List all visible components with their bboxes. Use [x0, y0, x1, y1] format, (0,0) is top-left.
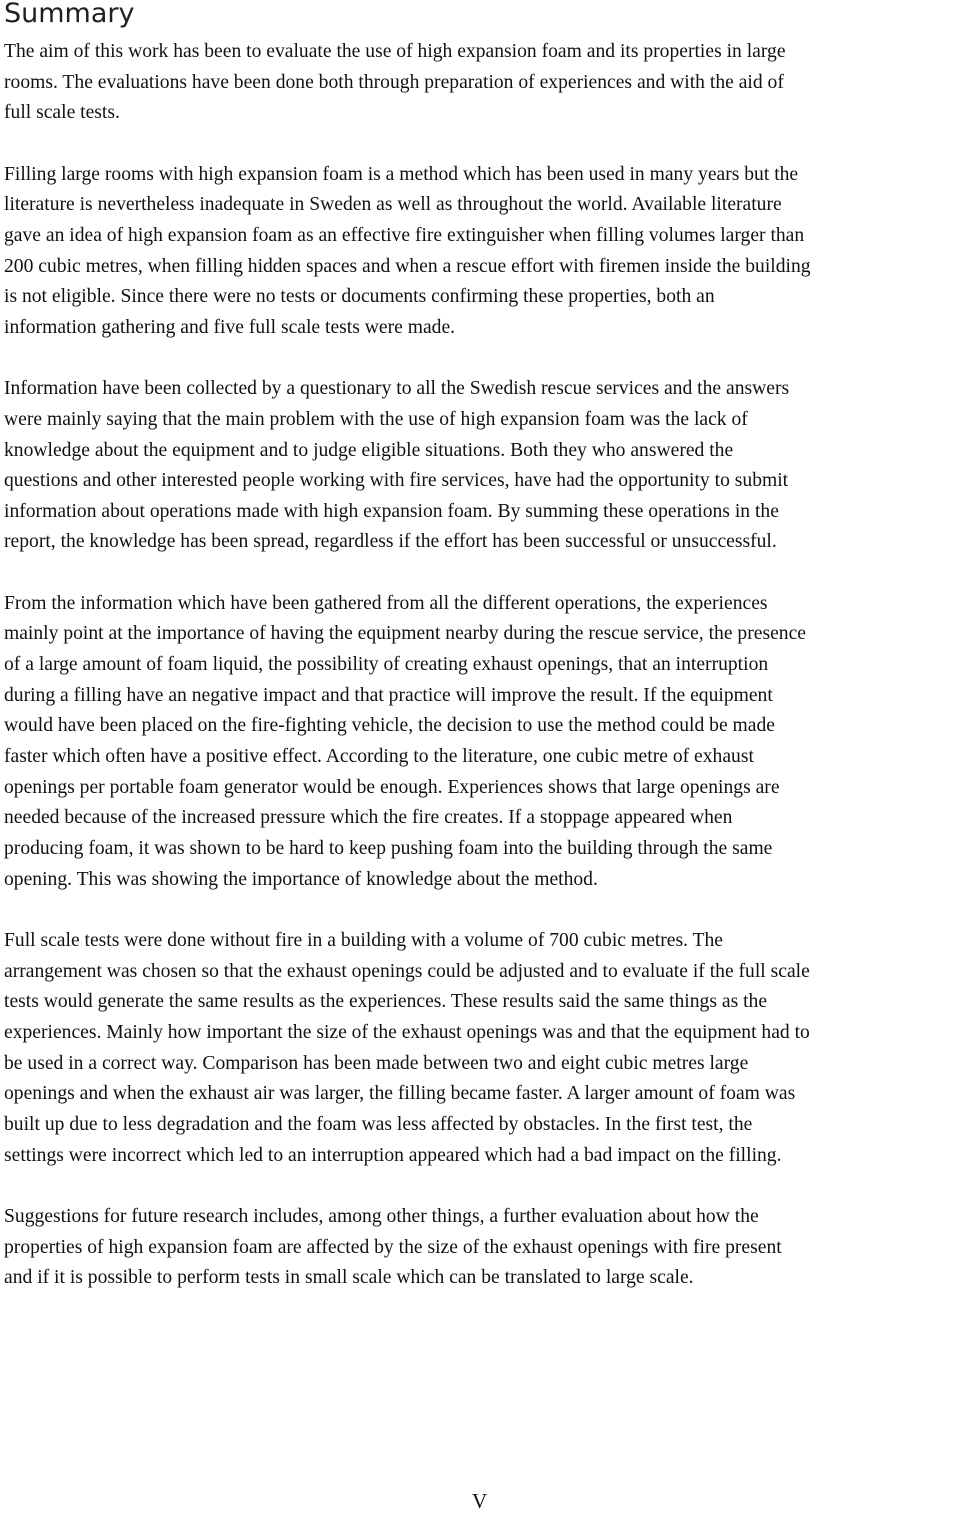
- text-line: information gathering and five full scale tests were made.: [4, 316, 456, 338]
- text-line: From the information which have been gathered from all the different operations, the experiences: [4, 592, 768, 614]
- text-line: settings were incorrect which led to an interruption appeared which had a bad impact on the filling.: [4, 1144, 782, 1166]
- text-line: needed because of the increased pressure which the fire creates. If a stoppage appeared when: [4, 807, 733, 829]
- text-line: tests would generate the same results as the experiences. These results said the same things as the: [4, 991, 768, 1013]
- text-line: built up due to less degradation and the foam was less affected by obstacles. In the first test, the: [4, 1113, 753, 1135]
- text-line: properties of high expansion foam are affected by the size of the exhaust openings with fire present: [4, 1236, 782, 1258]
- text-line: arrangement was chosen so that the exhaust openings could be adjusted and to evaluate if the full scale: [4, 960, 810, 982]
- text-line: mainly point at the importance of having the equipment nearby during the rescue service, the presence: [4, 623, 806, 645]
- text-line: of a large amount of foam liquid, the possibility of creating exhaust openings, that an interruption: [4, 654, 769, 676]
- summary-paragraph: [4, 1202, 960, 1294]
- page-number: V: [472, 1489, 488, 1513]
- summary-paragraph: [4, 160, 960, 344]
- text-line: and if it is possible to perform tests in small scale which can be translated to large scale.: [4, 1267, 694, 1289]
- text-line: producing foam, it was shown to be hard to keep pushing foam into the building through the same: [4, 838, 773, 860]
- summary-paragraph: [4, 589, 960, 896]
- summary-paragraph: [4, 374, 960, 558]
- text-line: openings per portable foam generator would be enough. Experiences shows that large openings are: [4, 776, 780, 798]
- text-line: be used in a correct way. Comparison has been made between two and eight cubic metres large: [4, 1052, 749, 1074]
- text-line: openings and when the exhaust air was larger, the filling became faster. A larger amount of foam was: [4, 1083, 796, 1105]
- text-line: questions and other interested people working with fire services, have had the opportunity to submit: [4, 470, 789, 492]
- text-line: rooms. The evaluations have been done both through preparation of experiences and with the aid of: [4, 71, 784, 93]
- summary-body: [4, 37, 960, 1324]
- summary-paragraph: [4, 926, 960, 1171]
- text-line: knowledge about the equipment and to judge eligible situations. Both they who answered the: [4, 439, 734, 461]
- text-line: information about operations made with high expansion foam. By summing these operations in the: [4, 500, 779, 522]
- text-line: Filling large rooms with high expansion foam is a method which has been used in many years but the: [4, 163, 799, 185]
- text-line: literature is nevertheless inadequate in Sweden as well as throughout the world. Available literature: [4, 194, 782, 216]
- summary-paragraph: [4, 37, 960, 129]
- text-line: faster which often have a positive effect. According to the literature, one cubic metre of exhaust: [4, 746, 754, 768]
- text-line: The aim of this work has been to evaluate the use of high expansion foam and its properties in large: [4, 41, 786, 62]
- text-line: Suggestions for future research includes, among other things, a further evaluation about how the: [4, 1205, 759, 1227]
- text-line: 200 cubic metres, when filling hidden spaces and when a rescue effort with firemen inside the building: [4, 255, 811, 277]
- text-line: would have been placed on the fire-fighting vehicle, the decision to use the method could be made: [4, 715, 775, 737]
- text-line: opening. This was showing the importance of knowledge about the method.: [4, 868, 598, 890]
- text-line: experiences. Mainly how important the size of the exhaust openings was and that the equipment had to: [4, 1021, 810, 1043]
- text-line: report, the knowledge has been spread, regardless if the effort has been successful or unsuccessful.: [4, 531, 777, 553]
- text-line: full scale tests.: [4, 102, 120, 124]
- text-line: were mainly saying that the main problem with the use of high expansion foam was the lack of: [4, 408, 748, 430]
- text-line: Information have been collected by a questionary to all the Swedish rescue services and the answers: [4, 378, 790, 400]
- text-line: Full scale tests were done without fire in a building with a volume of 700 cubic metres. The: [4, 929, 723, 951]
- text-line: gave an idea of high expansion foam as an effective fire extinguisher when filling volumes larger than: [4, 224, 805, 246]
- text-line: during a filling have an negative impact and that practice will improve the result. If the equipment: [4, 684, 773, 706]
- text-line: is not eligible. Since there were no tests or documents confirming these properties, both an: [4, 286, 715, 308]
- section-heading: Summary: [4, 0, 135, 29]
